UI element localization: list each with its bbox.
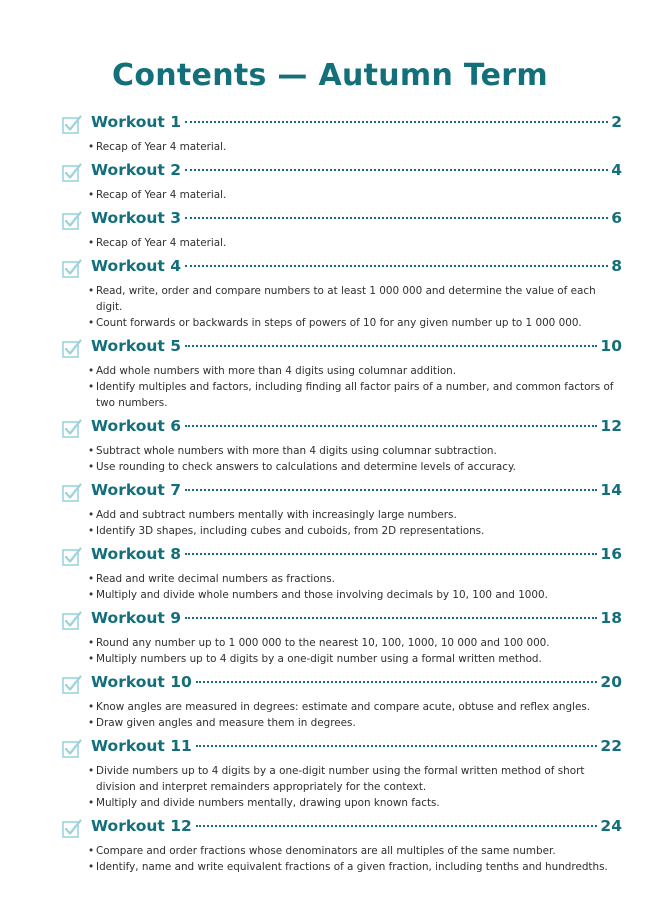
checkbox-tick-icon[interactable] <box>62 483 82 503</box>
contents-entry <box>62 257 622 331</box>
entry-heading <box>62 337 622 363</box>
objectives-list <box>62 507 622 539</box>
objective-item: • Multiply and divide numbers mentally, drawing upon known facts. <box>88 795 622 811</box>
dot-leader <box>185 345 597 347</box>
contents-entry <box>62 417 622 475</box>
objectives-list <box>62 635 622 667</box>
checkbox-tick-icon[interactable] <box>62 115 82 135</box>
dot-leader <box>185 217 608 219</box>
page-number: 16 <box>600 545 622 563</box>
entry-heading <box>62 113 622 139</box>
workout-title: Workout 1 <box>91 113 182 131</box>
objective-item: • Compare and order fractions whose denominators are all multiples of the same number. <box>88 843 622 859</box>
objective-item: • Recap of Year 4 material. <box>88 235 622 251</box>
objective-item: • Subtract whole numbers with more than 4 digits using columnar subtraction. <box>88 443 622 459</box>
dot-leader <box>185 553 597 555</box>
contents-entry <box>62 161 622 203</box>
workout-title: Workout 5 <box>91 337 182 355</box>
checkbox-tick-icon[interactable] <box>62 211 82 231</box>
objective-item: • Multiply and divide whole numbers and those involving decimals by 10, 100 and 1000. <box>88 587 622 603</box>
page-number: 8 <box>611 257 622 275</box>
objective-item: • Identify multiples and factors, including finding all factor pairs of a number, and common factors of two numbers. <box>88 379 622 411</box>
checkbox-tick-icon[interactable] <box>62 611 82 631</box>
page-number: 24 <box>600 817 622 835</box>
objective-item: • Read and write decimal numbers as fractions. <box>88 571 622 587</box>
page-number: 14 <box>600 481 622 499</box>
page-number: 4 <box>611 161 622 179</box>
entry-heading <box>62 673 622 699</box>
entry-heading <box>62 161 622 187</box>
entry-heading <box>62 481 622 507</box>
entry-heading <box>62 257 622 283</box>
dot-leader <box>185 489 597 491</box>
entry-heading <box>62 545 622 571</box>
page-number: 22 <box>600 737 622 755</box>
page-number: 20 <box>600 673 622 691</box>
contents-entry <box>62 737 622 811</box>
workout-title: Workout 9 <box>91 609 182 627</box>
checkbox-tick-icon[interactable] <box>62 547 82 567</box>
objective-item: • Add and subtract numbers mentally with increasingly large numbers. <box>88 507 622 523</box>
contents-list <box>62 113 622 881</box>
objectives-list <box>62 571 622 603</box>
checkbox-tick-icon[interactable] <box>62 163 82 183</box>
dot-leader <box>185 169 608 171</box>
checkbox-tick-icon[interactable] <box>62 259 82 279</box>
contents-entry <box>62 545 622 603</box>
objective-item: • Draw given angles and measure them in degrees. <box>88 715 622 731</box>
objective-item: • Read, write, order and compare numbers to at least 1 000 000 and determine the value of each digit. <box>88 283 622 315</box>
contents-entry <box>62 481 622 539</box>
contents-entry <box>62 337 622 411</box>
objectives-list <box>62 763 622 811</box>
dot-leader <box>185 617 597 619</box>
workout-title: Workout 7 <box>91 481 182 499</box>
dot-leader <box>196 825 598 827</box>
objectives-list <box>62 139 622 155</box>
entry-heading <box>62 817 622 843</box>
workout-title: Workout 3 <box>91 209 182 227</box>
contents-entry <box>62 817 622 875</box>
workout-title: Workout 8 <box>91 545 182 563</box>
dot-leader <box>185 265 608 267</box>
workout-title: Workout 10 <box>91 673 192 691</box>
workout-title: Workout 4 <box>91 257 182 275</box>
objectives-list <box>62 283 622 331</box>
contents-entry <box>62 209 622 251</box>
page-number: 6 <box>611 209 622 227</box>
objective-item: • Add whole numbers with more than 4 digits using columnar addition. <box>88 363 622 379</box>
objectives-list <box>62 843 622 875</box>
objectives-list <box>62 235 622 251</box>
page-number: 10 <box>600 337 622 355</box>
contents-entry <box>62 609 622 667</box>
checkbox-tick-icon[interactable] <box>62 675 82 695</box>
workout-title: Workout 2 <box>91 161 182 179</box>
entry-heading <box>62 737 622 763</box>
objective-item: • Count forwards or backwards in steps of powers of 10 for any given number up to 1 000 000. <box>88 315 622 331</box>
objectives-list <box>62 363 622 411</box>
workout-title: Workout 11 <box>91 737 192 755</box>
page-title: Contents — Autumn Term <box>112 58 548 93</box>
objective-item: • Identify, name and write equivalent fractions of a given fraction, including tenths and hundredths. <box>88 859 622 875</box>
objective-item: • Use rounding to check answers to calculations and determine levels of accuracy. <box>88 459 622 475</box>
checkbox-tick-icon[interactable] <box>62 819 82 839</box>
page-number: 18 <box>600 609 622 627</box>
objective-item: • Know angles are measured in degrees: estimate and compare acute, obtuse and reflex angles. <box>88 699 622 715</box>
objective-item: • Multiply numbers up to 4 digits by a one-digit number using a formal written method. <box>88 651 622 667</box>
objective-item: • Round any number up to 1 000 000 to the nearest 10, 100, 1000, 10 000 and 100 000. <box>88 635 622 651</box>
contents-entry <box>62 673 622 731</box>
entry-heading <box>62 609 622 635</box>
dot-leader <box>196 745 598 747</box>
checkbox-tick-icon[interactable] <box>62 419 82 439</box>
dot-leader <box>196 681 598 683</box>
workout-title: Workout 12 <box>91 817 192 835</box>
entry-heading <box>62 417 622 443</box>
objective-item: • Recap of Year 4 material. <box>88 139 622 155</box>
dot-leader <box>185 121 608 123</box>
checkbox-tick-icon[interactable] <box>62 339 82 359</box>
workout-title: Workout 6 <box>91 417 182 435</box>
objectives-list <box>62 187 622 203</box>
entry-heading <box>62 209 622 235</box>
page-number: 12 <box>600 417 622 435</box>
page-number: 2 <box>611 113 622 131</box>
objective-item: • Identify 3D shapes, including cubes and cuboids, from 2D representations. <box>88 523 622 539</box>
objectives-list <box>62 699 622 731</box>
objective-item: • Divide numbers up to 4 digits by a one-digit number using the formal written method of short division and interpret remainders appropriately for the context. <box>88 763 622 795</box>
checkbox-tick-icon[interactable] <box>62 739 82 759</box>
contents-entry <box>62 113 622 155</box>
objectives-list <box>62 443 622 475</box>
objective-item: • Recap of Year 4 material. <box>88 187 622 203</box>
dot-leader <box>185 425 597 427</box>
